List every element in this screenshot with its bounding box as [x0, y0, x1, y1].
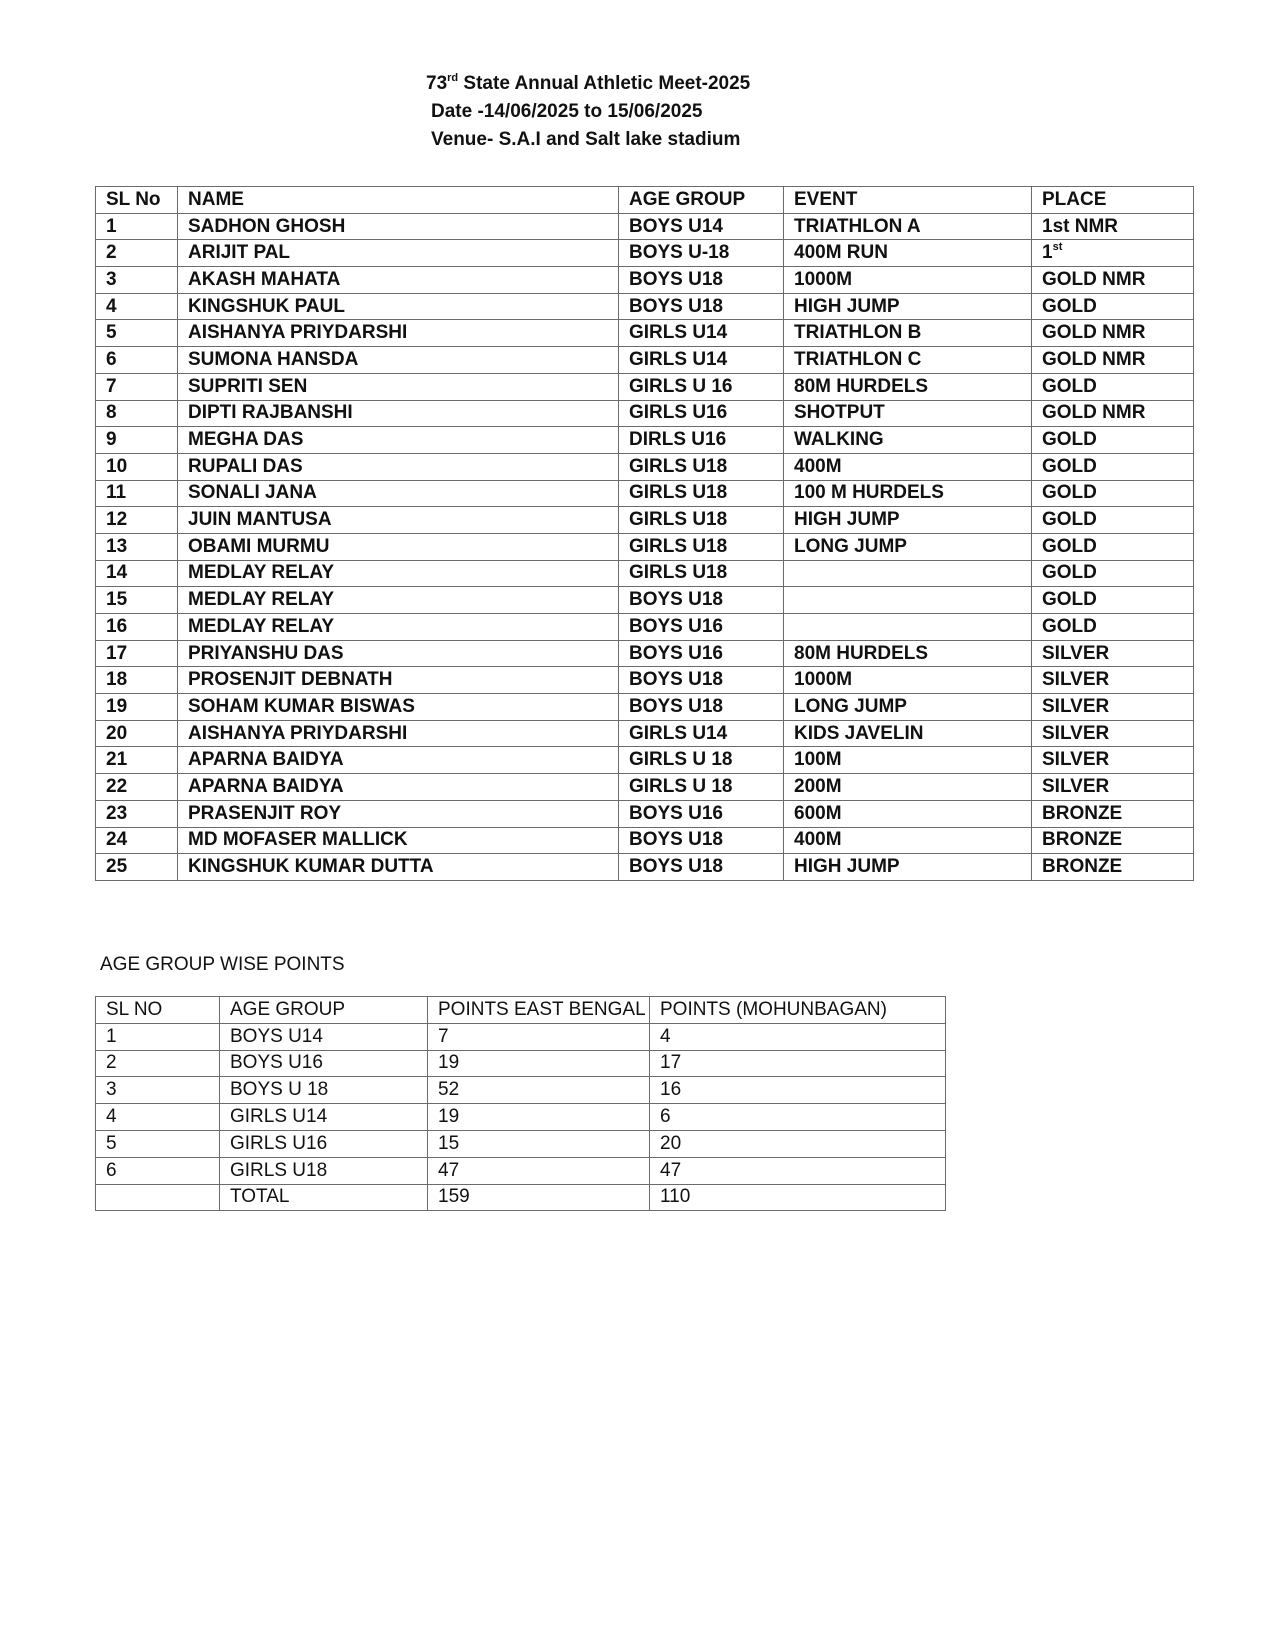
sl-cell: 15: [96, 587, 178, 614]
sl-cell: 4: [96, 1104, 220, 1131]
event-cell: [784, 560, 1032, 587]
age-group-cell: GIRLS U14: [619, 347, 784, 374]
east-bengal-points-cell: 15: [428, 1130, 650, 1157]
name-cell: MEDLAY RELAY: [178, 560, 619, 587]
place-text: GOLD: [1042, 375, 1097, 397]
event-cell: HIGH JUMP: [784, 293, 1032, 320]
event-cell: 100 M HURDELS: [784, 480, 1032, 507]
table-row: [96, 293, 1194, 320]
place-text: GOLD: [1042, 429, 1097, 451]
age-group-cell: BOYS U14: [220, 1023, 428, 1050]
place-cell: [1032, 694, 1194, 721]
place-cell: [1032, 800, 1194, 827]
event-cell: [784, 614, 1032, 641]
place-text: GOLD: [1042, 589, 1097, 611]
event-cell: 400M RUN: [784, 240, 1032, 267]
name-cell: MEDLAY RELAY: [178, 614, 619, 641]
meet-title-text: State Annual Athletic Meet-2025: [458, 73, 751, 94]
sl-cell: 6: [96, 347, 178, 374]
results-body: [96, 213, 1194, 880]
results-col-name: NAME: [178, 187, 619, 214]
sl-cell: 21: [96, 747, 178, 774]
table-row: [96, 667, 1194, 694]
east-bengal-points-cell: 7: [428, 1023, 650, 1050]
place-text: GOLD NMR: [1042, 322, 1146, 344]
sl-cell: 3: [96, 1077, 220, 1104]
table-row: [96, 854, 1194, 881]
age-group-cell: TOTAL: [220, 1184, 428, 1211]
name-cell: MD MOFASER MALLICK: [178, 827, 619, 854]
event-cell: 80M HURDELS: [784, 640, 1032, 667]
age-group-cell: GIRLS U18: [220, 1157, 428, 1184]
event-cell: WALKING: [784, 427, 1032, 454]
name-cell: JUIN MANTUSA: [178, 507, 619, 534]
place-text: SILVER: [1042, 749, 1110, 771]
name-cell: APARNA BAIDYA: [178, 747, 619, 774]
table-row: [96, 614, 1194, 641]
age-group-cell: BOYS U18: [619, 827, 784, 854]
age-group-cell: BOYS U-18: [619, 240, 784, 267]
table-row: [96, 747, 1194, 774]
table-row: [96, 800, 1194, 827]
age-group-cell: BOYS U18: [619, 694, 784, 721]
results-col-sl: SL No: [96, 187, 178, 214]
age-group-cell: GIRLS U18: [619, 507, 784, 534]
sl-cell: 5: [96, 320, 178, 347]
results-col-event: EVENT: [784, 187, 1032, 214]
age-group-cell: BOYS U 18: [220, 1077, 428, 1104]
place-text: GOLD: [1042, 615, 1097, 637]
sl-cell: 2: [96, 240, 178, 267]
place-cell: [1032, 747, 1194, 774]
place-text: GOLD: [1042, 455, 1097, 477]
sl-cell: 5: [96, 1130, 220, 1157]
table-row: [96, 320, 1194, 347]
name-cell: KINGSHUK KUMAR DUTTA: [178, 854, 619, 881]
mohunbagan-points-cell: 6: [650, 1104, 946, 1131]
points-col-mohunbagan: POINTS (MOHUNBAGAN): [650, 997, 946, 1024]
place-text: GOLD: [1042, 509, 1097, 531]
points-col-age-group: AGE GROUP: [220, 997, 428, 1024]
place-cell: [1032, 507, 1194, 534]
mohunbagan-points-cell: 20: [650, 1130, 946, 1157]
event-cell: 1000M: [784, 267, 1032, 294]
age-group-cell: BOYS U18: [619, 267, 784, 294]
table-row: [96, 720, 1194, 747]
place-text: SILVER: [1042, 775, 1110, 797]
east-bengal-points-cell: 52: [428, 1077, 650, 1104]
age-group-cell: BOYS U14: [619, 213, 784, 240]
place-text: SILVER: [1042, 722, 1110, 744]
sl-cell: 10: [96, 453, 178, 480]
event-cell: [784, 587, 1032, 614]
age-group-cell: GIRLS U 18: [619, 747, 784, 774]
age-group-cell: GIRLS U16: [220, 1130, 428, 1157]
age-group-cell: GIRLS U16: [619, 400, 784, 427]
table-row: [96, 1157, 946, 1184]
age-group-cell: BOYS U18: [619, 587, 784, 614]
place-text: SILVER: [1042, 695, 1110, 717]
name-cell: MEDLAY RELAY: [178, 587, 619, 614]
name-cell: OBAMI MURMU: [178, 533, 619, 560]
points-body: [96, 1023, 946, 1211]
table-row: [96, 373, 1194, 400]
place-cell: [1032, 293, 1194, 320]
place-text: GOLD: [1042, 562, 1097, 584]
name-cell: AISHANYA PRIYDARSHI: [178, 320, 619, 347]
place-text: GOLD: [1042, 295, 1097, 317]
age-group-cell: BOYS U16: [619, 640, 784, 667]
sl-cell: 17: [96, 640, 178, 667]
event-cell: 600M: [784, 800, 1032, 827]
place-text: BRONZE: [1042, 856, 1123, 878]
sl-cell: 13: [96, 533, 178, 560]
place-text: 1: [1042, 242, 1053, 264]
sl-cell: 23: [96, 800, 178, 827]
table-row: [96, 774, 1194, 801]
sl-cell: 3: [96, 267, 178, 294]
place-text: BRONZE: [1042, 802, 1123, 824]
event-cell: TRIATHLON B: [784, 320, 1032, 347]
sl-cell: 9: [96, 427, 178, 454]
age-group-cell: GIRLS U18: [619, 453, 784, 480]
place-cell: [1032, 560, 1194, 587]
place-cell: [1032, 614, 1194, 641]
meet-title-number: 73: [426, 73, 448, 94]
age-group-cell: GIRLS U 16: [619, 373, 784, 400]
mohunbagan-points-cell: 16: [650, 1077, 946, 1104]
age-group-cell: BOYS U18: [619, 293, 784, 320]
place-cell: [1032, 827, 1194, 854]
document-header: [0, 70, 1275, 154]
event-cell: TRIATHLON A: [784, 213, 1032, 240]
place-cell: [1032, 373, 1194, 400]
table-row: [96, 1184, 946, 1211]
table-row: [96, 1050, 946, 1077]
sl-cell: 18: [96, 667, 178, 694]
event-cell: 200M: [784, 774, 1032, 801]
name-cell: RUPALI DAS: [178, 453, 619, 480]
name-cell: DIPTI RAJBANSHI: [178, 400, 619, 427]
meet-title: [426, 70, 1275, 98]
sl-cell: 24: [96, 827, 178, 854]
table-row: [96, 1077, 946, 1104]
name-cell: SADHON GHOSH: [178, 213, 619, 240]
name-cell: PRASENJIT ROY: [178, 800, 619, 827]
table-row: [96, 427, 1194, 454]
points-caption: AGE GROUP WISE POINTS: [100, 954, 345, 975]
table-row: [96, 347, 1194, 374]
place-text: GOLD NMR: [1042, 348, 1146, 370]
name-cell: SOHAM KUMAR BISWAS: [178, 694, 619, 721]
place-cell: [1032, 587, 1194, 614]
name-cell: MEGHA DAS: [178, 427, 619, 454]
table-row: [96, 1023, 946, 1050]
name-cell: SUMONA HANSDA: [178, 347, 619, 374]
mohunbagan-points-cell: 4: [650, 1023, 946, 1050]
east-bengal-points-cell: 159: [428, 1184, 650, 1211]
place-cell: [1032, 347, 1194, 374]
table-row: [96, 1130, 946, 1157]
sl-cell: 20: [96, 720, 178, 747]
name-cell: ARIJIT PAL: [178, 240, 619, 267]
name-cell: AKASH MAHATA: [178, 267, 619, 294]
place-text: SILVER: [1042, 669, 1110, 691]
table-row: [96, 240, 1194, 267]
name-cell: APARNA BAIDYA: [178, 774, 619, 801]
age-group-cell: BOYS U16: [619, 614, 784, 641]
place-text: BRONZE: [1042, 829, 1123, 851]
age-group-cell: BOYS U18: [619, 854, 784, 881]
event-cell: 400M: [784, 827, 1032, 854]
mohunbagan-points-cell: 110: [650, 1184, 946, 1211]
age-group-cell: DIRLS U16: [619, 427, 784, 454]
mohunbagan-points-cell: 47: [650, 1157, 946, 1184]
place-text: GOLD NMR: [1042, 402, 1146, 424]
sl-cell: 8: [96, 400, 178, 427]
place-ordinal: st: [1052, 241, 1063, 254]
results-header-row: [96, 187, 1194, 214]
table-row: [96, 480, 1194, 507]
table-row: [96, 827, 1194, 854]
event-cell: LONG JUMP: [784, 533, 1032, 560]
event-cell: SHOTPUT: [784, 400, 1032, 427]
place-cell: [1032, 453, 1194, 480]
meet-date: Date -14/06/2025 to 15/06/2025: [431, 101, 703, 122]
east-bengal-points-cell: 19: [428, 1050, 650, 1077]
event-cell: HIGH JUMP: [784, 854, 1032, 881]
table-row: [96, 507, 1194, 534]
east-bengal-points-cell: 47: [428, 1157, 650, 1184]
points-col-sl: SL NO: [96, 997, 220, 1024]
name-cell: SONALI JANA: [178, 480, 619, 507]
place-text: GOLD NMR: [1042, 268, 1146, 290]
age-group-cell: GIRLS U18: [619, 560, 784, 587]
place-cell: [1032, 267, 1194, 294]
age-group-cell: BOYS U16: [220, 1050, 428, 1077]
sl-cell: 14: [96, 560, 178, 587]
mohunbagan-points-cell: 17: [650, 1050, 946, 1077]
age-group-cell: GIRLS U 18: [619, 774, 784, 801]
table-row: [96, 560, 1194, 587]
name-cell: PRIYANSHU DAS: [178, 640, 619, 667]
place-text: SILVER: [1042, 642, 1110, 664]
meet-venue: Venue- S.A.I and Salt lake stadium: [431, 129, 741, 150]
points-col-east-bengal: POINTS EAST BENGAL: [428, 997, 650, 1024]
results-col-age-group: AGE GROUP: [619, 187, 784, 214]
name-cell: AISHANYA PRIYDARSHI: [178, 720, 619, 747]
sl-cell: 25: [96, 854, 178, 881]
place-cell: [1032, 533, 1194, 560]
table-row: [96, 533, 1194, 560]
place-text: 1st NMR: [1042, 215, 1119, 237]
points-table: [95, 996, 946, 1211]
place-cell: [1032, 213, 1194, 240]
age-group-cell: BOYS U16: [619, 800, 784, 827]
place-text: GOLD: [1042, 535, 1097, 557]
table-row: [96, 213, 1194, 240]
table-row: [96, 694, 1194, 721]
name-cell: KINGSHUK PAUL: [178, 293, 619, 320]
sl-cell: 4: [96, 293, 178, 320]
sl-cell: [96, 1184, 220, 1211]
place-cell: [1032, 427, 1194, 454]
event-cell: LONG JUMP: [784, 694, 1032, 721]
event-cell: HIGH JUMP: [784, 507, 1032, 534]
place-cell: [1032, 400, 1194, 427]
table-row: [96, 587, 1194, 614]
sl-cell: 19: [96, 694, 178, 721]
sl-cell: 6: [96, 1157, 220, 1184]
sl-cell: 1: [96, 1023, 220, 1050]
east-bengal-points-cell: 19: [428, 1104, 650, 1131]
place-cell: [1032, 640, 1194, 667]
sl-cell: 2: [96, 1050, 220, 1077]
table-row: [96, 640, 1194, 667]
sl-cell: 16: [96, 614, 178, 641]
place-cell: [1032, 720, 1194, 747]
event-cell: TRIATHLON C: [784, 347, 1032, 374]
event-cell: 400M: [784, 453, 1032, 480]
event-cell: 1000M: [784, 667, 1032, 694]
event-cell: KIDS JAVELIN: [784, 720, 1032, 747]
event-cell: 80M HURDELS: [784, 373, 1032, 400]
meet-title-ordinal: rd: [447, 72, 459, 84]
age-group-cell: GIRLS U14: [619, 320, 784, 347]
table-row: [96, 267, 1194, 294]
place-cell: [1032, 480, 1194, 507]
sl-cell: 11: [96, 480, 178, 507]
place-text: GOLD: [1042, 482, 1097, 504]
event-cell: 100M: [784, 747, 1032, 774]
age-group-cell: GIRLS U18: [619, 480, 784, 507]
age-group-cell: GIRLS U14: [220, 1104, 428, 1131]
sl-cell: 22: [96, 774, 178, 801]
results-table: [95, 186, 1194, 881]
age-group-cell: GIRLS U14: [619, 720, 784, 747]
place-cell: [1032, 320, 1194, 347]
sl-cell: 12: [96, 507, 178, 534]
name-cell: SUPRITI SEN: [178, 373, 619, 400]
table-row: [96, 453, 1194, 480]
name-cell: PROSENJIT DEBNATH: [178, 667, 619, 694]
place-cell: [1032, 774, 1194, 801]
sl-cell: 1: [96, 213, 178, 240]
table-row: [96, 400, 1194, 427]
place-cell: [1032, 667, 1194, 694]
sl-cell: 7: [96, 373, 178, 400]
table-row: [96, 1104, 946, 1131]
results-col-place: PLACE: [1032, 187, 1194, 214]
place-cell: [1032, 240, 1194, 267]
age-group-cell: GIRLS U18: [619, 533, 784, 560]
points-header-row: [96, 997, 946, 1024]
age-group-cell: BOYS U18: [619, 667, 784, 694]
place-cell: [1032, 854, 1194, 881]
